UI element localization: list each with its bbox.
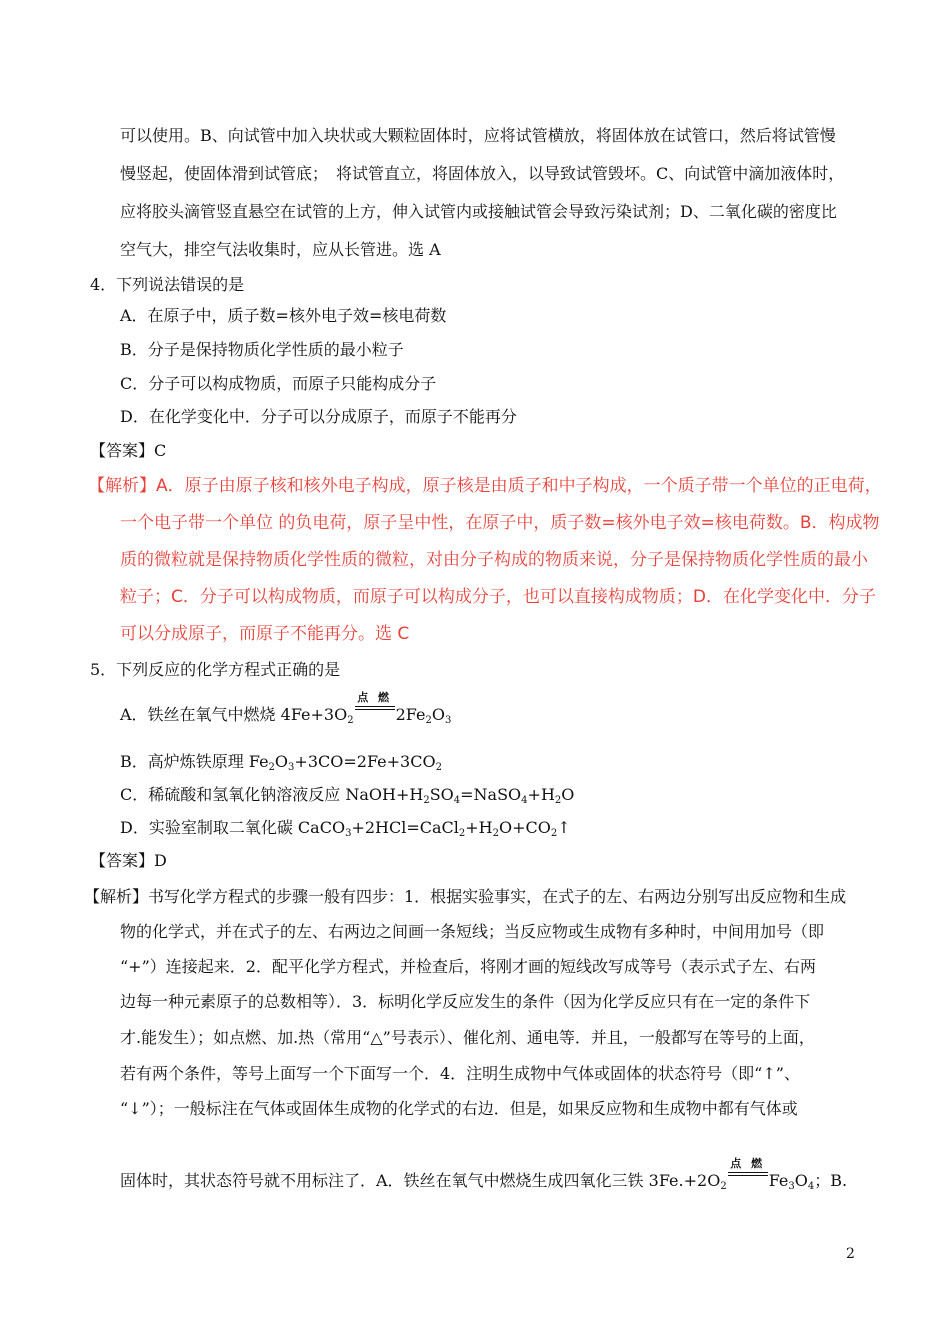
explanation-line: 应将胶头滴管竖直悬空在试管的上方，伸入试管内或接触试管会导致污染试剂；D、二氧化碳的密度比 xyxy=(120,202,837,221)
question-5-analysis-line: 物的化学式，并在式子的左、右两边之间画一条短线；当反应物或生成物有多种时，中间用加号（即 xyxy=(120,922,825,941)
question-5-option-d: D．实验室制取二氧化碳 $CaCO_3+2HCl=CaCl_2+H_2O+CO_2↑$ xyxy=(120,818,571,839)
explanation-line: 空气大，排空气法收集时，应从长管进。选 A xyxy=(120,240,441,259)
question-5-answer: 【答案】D xyxy=(90,851,167,870)
question-5-analysis-line: 【解析】书写化学方程式的步骤一般有四步：1．根据实验事实，在式子的左、右两边分别写出反应物和生成 xyxy=(84,887,847,906)
reaction-condition: 点 燃 xyxy=(728,1164,768,1186)
question-5-analysis-line: 才.能发生）；如点燃、加.热（常用“△”号表示）、催化剂、通电等．并且，一般都写在等号的上面， xyxy=(120,1028,815,1047)
question-4-option-d: D．在化学变化中．分子可以分成原子，而原子不能再分 xyxy=(120,407,517,426)
question-5-stem: 5．下列反应的化学方程式正确的是 xyxy=(90,660,341,679)
question-5-analysis-line: “↓”）；一般标注在气体或固体生成物的化学式的右边．但是，如果反应物和生成物中都有气体或 xyxy=(120,1099,798,1118)
question-4-analysis-line: 可以分成原子，而原子不能再分。选 C xyxy=(120,624,410,644)
question-5-option-b: B．高炉炼铁原理 $Fe_2O_3+3CO=2Fe+3CO_2$ xyxy=(120,752,442,773)
question-4-option-a: A．在原子中，质子数=核外电子效=核电荷数 xyxy=(120,306,447,325)
question-4-answer: 【答案】C xyxy=(90,441,167,460)
question-5-analysis-line: 若有两个条件，等号上面写一个下面写一个．4．注明生成物中气体或固体的状态符号（即“↑”、 xyxy=(120,1064,800,1083)
question-5-option-c: C．稀硫酸和氢氧化钠溶液反应 $NaOH+H_2SO_4=NaSO_4+H_2O$ xyxy=(120,785,575,806)
question-4-analysis-line: 一个电子带一个单位 的负电荷，原子呈中性，在原子中，质子数=核外电子效=核电荷数。B．构成物 xyxy=(120,513,880,533)
question-5-analysis-line: “+”）连接起来．2．配平化学方程式，并检查后，将刚才画的短线改写成等号（表示式子左、右两 xyxy=(120,957,816,976)
question-4-analysis-line: 质的微粒就是保持物质化学性质的微粒，对由分子构成的物质来说，分子是保持物质化学性质的最小 xyxy=(120,550,868,570)
question-5-analysis-line: 边每一种元素原子的总数相等）．3．标明化学反应发生的条件（因为化学反应只有在一定的条件下 xyxy=(120,992,811,1011)
question-4-analysis-line: 【解析】A．原子由原子核和核外电子构成，原子核是由质子和中子构成，一个质子带一个单位的正电荷， xyxy=(88,476,882,496)
reaction-condition: 点 燃 xyxy=(355,698,395,720)
question-4-stem: 4．下列说法错误的是 xyxy=(90,275,245,294)
page-number: 2 xyxy=(846,1246,855,1262)
question-5-option-a: A．铁丝在氧气中燃烧 $4Fe+3O_2$ 点 燃 $2Fe_2O_3$ xyxy=(120,691,452,726)
explanation-line: 慢竖起，使固体滑到试管底； 将试管直立，将固体放入，以导致试管毁坏。C、向试管中滴加液体时， xyxy=(120,164,845,183)
question-5-analysis-line: 固体时，其状态符号就不用标注了．A．铁丝在氧气中燃烧生成四氧化三铁 $3Fe.+2O_2$ 点 燃 $Fe_3O_4$；B. xyxy=(120,1157,848,1192)
question-4-analysis-line: 粒子；C．分子可以构成物质，而原子可以构成分子，也可以直接构成物质；D．在化学变化中．分子 xyxy=(120,587,876,607)
question-4-option-c: C．分子可以构成物质，而原子只能构成分子 xyxy=(120,374,437,393)
question-4-option-b: B．分子是保持物质化学性质的最小粒子 xyxy=(120,340,404,359)
explanation-line: 可以使用。B、向试管中加入块状或大颗粒固体时，应将试管横放，将固体放在试管口，然后将试管慢 xyxy=(120,126,836,145)
